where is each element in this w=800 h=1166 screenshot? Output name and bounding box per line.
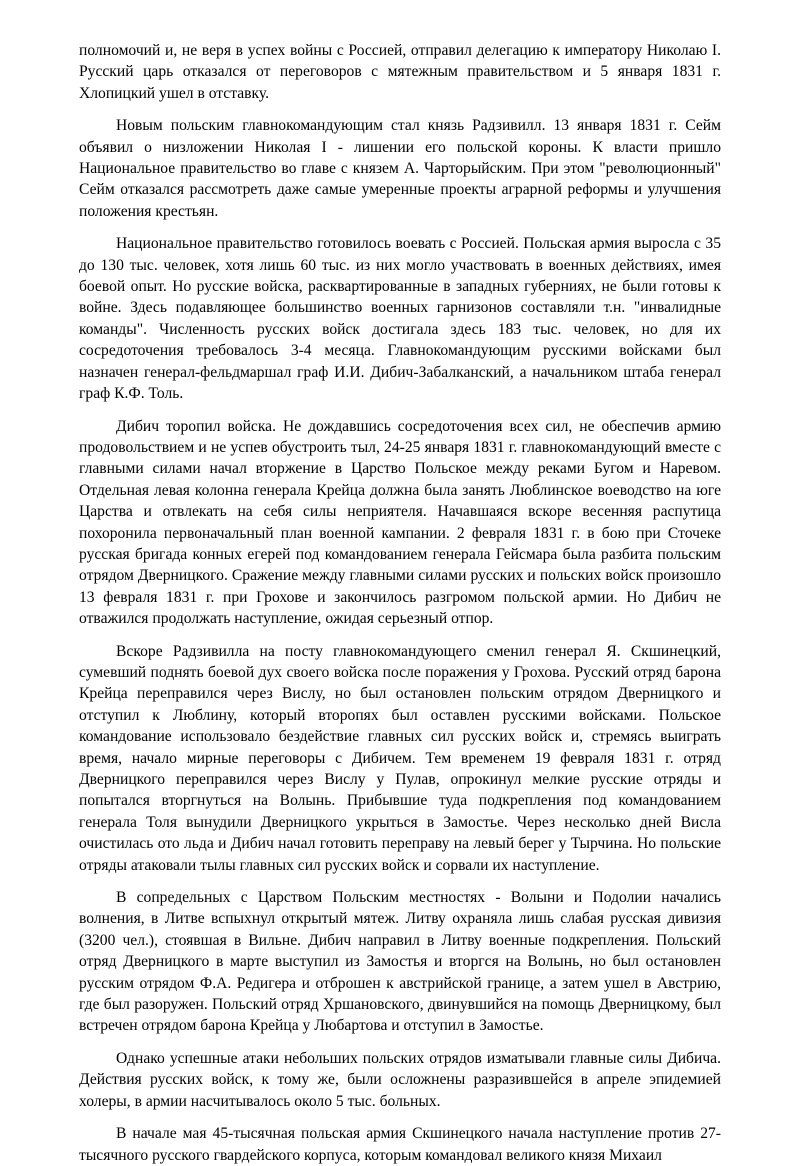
paragraph-2: Новым польским главнокомандующим стал князь Радзивилл. 13 января 1831 г. Сейм объявил о низложении Николая I - лишении его польской короны. К власти пришло Национальное правительство во главе с князем А. Чарторыйским. При этом "революционный" Сейм отказался рассмотреть даже самые умеренные проекты аграрной реформы и улучшения положения крестьян. <box>79 117 721 220</box>
paragraph-1: полномочий и, не веря в успех войны с Россией, отправил делегацию к императору Николаю I. Русский царь отказался от переговоров с мятежным правительством и 5 января 1831 г. Хлопицкий ушел в отставку. <box>79 42 721 102</box>
paragraph-6: В сопредельных с Царством Польским местностях - Волыни и Подолии начались волнения, в Литве вспыхнул открытый мятеж. Литву охраняла лишь слабая русская дивизия (3200 чел.), стоявшая в Вильне. Дибич направил в Литву военные подкрепления. Польский отряд Дверницкого в марте выступил из Замостья и вторгся на Волынь, но был остановлен русским отрядом Ф.А. Редигера и отброшен к австрийской границе, а затем ушел в Австрию, где был разоружен. Польский отряд Хршановского, двинувшийся на помощь Дверницкому, был встречен отрядом барона Крейца у Любартова и отступил в Замостье. <box>79 889 721 1035</box>
document-page <box>79 40 721 1166</box>
paragraph-8: В начале мая 45-тысячная польская армия Скшинецкого начала наступление против 27-тысячного русского гвардейского корпуса, которым командовал великого князя Михаил <box>79 1125 721 1164</box>
paragraph-4: Дибич торопил войска. Не дождавшись сосредоточения всех сил, не обеспечив армию продовольствием и не успев обустроить тыл, 24-25 января 1831 г. главнокомандующий вместе с главными силами начал вторжение в Царство Польское между реками Бугом и Наревом. Отдельная левая колонна генерала Крейца должна была занять Люблинское воеводство на юге Царства и отвлекать на себя силы неприятеля. Начавшаяся вскоре весенняя распутица похоронила первоначальный план военной кампании. 2 февраля 1831 г. в бою при Сточеке русская бригада конных егерей под командованием генерала Гейсмара была разбита польским отрядом Дверницкого. Сражение между главными силами русских и польских войск произошло 13 февраля 1831 г. при Грохове и закончилось разгромом польской армии. Но Дибич не отважился продолжать наступление, ожидая серьезный отпор. <box>79 417 721 628</box>
paragraph-3: Национальное правительство готовилось воевать с Россией. Польская армия выросла с 35 до 130 тыс. человек, хотя лишь 60 тыс. из них могло участвовать в военных действиях, имея боевой опыт. Но русские войска, расквартированные в западных губерниях, не были готовы к войне. Здесь подавляющее большинство военных гарнизонов составляли т.н. "инвалидные команды". Численность русских войск достигала здесь 183 тыс. человек, но для их сосредоточения требовалось 3-4 месяца. Главнокомандующим русскими войсками был назначен генерал-фельдмаршал граф И.И. Дибич-Забалканский, а начальником штаба генерал граф К.Ф. Толь. <box>79 235 721 403</box>
paragraph-5: Вскоре Радзивилла на посту главнокомандующего сменил генерал Я. Скшинецкий, сумевший поднять боевой дух своего войска после поражения у Грохова. Русский отряд барона Крейца переправился через Вислу, но был остановлен польским отрядом Дверницкого и отступил к Люблину, который второпях был оставлен русскими войсками. Польское командование использовало бездействие главных сил русских войск и, стремясь выиграть время, начало мирные переговоры с Дибичем. Тем временем 19 февраля 1831 г. отряд Дверницкого переправился через Вислу у Пулав, опрокинул мелкие русские отряды и попытался вторгнуться на Волынь. Прибывшие туда подкрепления под командованием генерала Толя вынудили Дверницкого укрыться в Замостье. Через несколько дней Висла очистилась ото льда и Дибич начал готовить переправу на левый берег у Тырчина. Но польские отряды атаковали тылы главных сил русских войск и сорвали их наступление. <box>79 642 721 874</box>
paragraph-7: Однако успешные атаки небольших польских отрядов изматывали главные силы Дибича. Действия русских войск, к тому же, были осложнены разразившейся в апреле эпидемией холеры, в армии насчитывалось около 5 тыс. больных. <box>79 1049 721 1110</box>
